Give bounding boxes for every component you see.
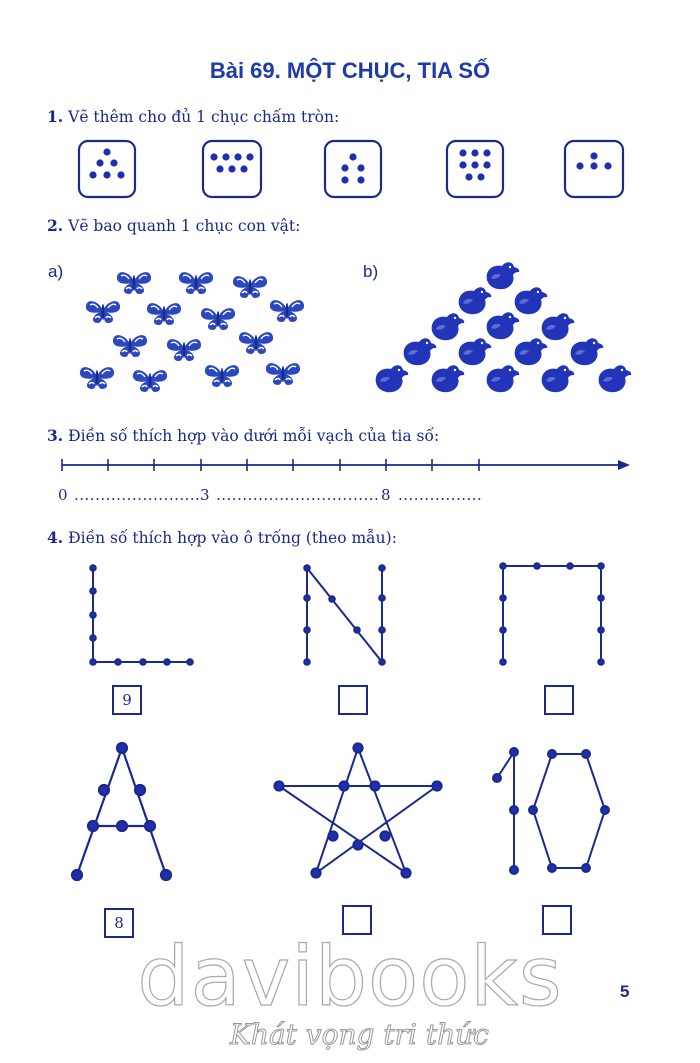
butterfly-group [80,272,304,392]
butterfly [167,339,201,361]
die-dot [96,159,103,166]
die-2[interactable] [203,141,261,197]
butterfly [233,276,267,298]
die-dot [357,176,364,183]
butterfly [113,335,147,357]
die-dot [103,148,110,155]
butterfly [80,367,114,389]
die-dot [234,153,241,160]
exercise-1-text: Vẽ thêm cho đủ 1 chục chấm tròn: [68,108,340,126]
exercise-1-number: 1. [47,107,64,126]
die-dot [89,171,96,178]
die-4[interactable] [447,141,503,197]
die-dot [117,171,124,178]
bird-group [376,262,632,392]
figure-star [274,743,441,877]
exercise-4-text: Điền số thích hợp vào ô trống (theo mẫu): [68,529,397,547]
figure-l [90,565,193,665]
page-title: Bài 69. MỘT CHỤC, TIA SỐ [209,58,491,83]
die-dot [110,159,117,166]
bird [515,338,548,365]
dice-group [79,141,623,197]
butterfly [270,300,304,322]
die-dot [590,152,597,159]
exercise-3-number: 3. [47,426,64,445]
die-dot [471,149,478,156]
number-line-label-3: 3 [200,486,210,504]
butterfly [117,272,151,294]
part-b-label: b) [363,262,379,281]
bird [515,287,548,314]
figure-a [72,743,171,880]
die-5[interactable] [565,141,623,197]
exercise-2-text: Vẽ bao quanh 1 chục con vật: [68,217,301,235]
bird [599,365,632,392]
butterfly [201,308,235,330]
number-line-blank-3-8[interactable]: ............................... [216,486,380,504]
die-dot [349,153,356,160]
die-dot [483,161,490,168]
bird [459,287,492,314]
butterfly [179,272,213,294]
number-line [62,459,630,471]
butterfly [239,332,273,354]
die-dot [483,149,490,156]
bird [487,312,520,339]
butterfly [266,363,300,385]
figure-pi [500,563,604,665]
die-dot [590,162,597,169]
exercise-2-number: 2. [47,216,64,235]
answer-box-a: 8 [104,908,134,938]
bird [542,365,575,392]
die-dot [240,165,247,172]
die-dot [216,165,223,172]
die-dot [459,161,466,168]
die-dot [103,171,110,178]
figure-n [304,565,385,665]
die-dot [246,153,253,160]
bird [404,338,437,365]
bird [571,338,604,365]
figure-ten [493,748,609,874]
die-3[interactable] [325,141,381,197]
butterfly [147,303,181,325]
die-1[interactable] [79,141,135,197]
number-line-blank-0-3[interactable]: ........................ [74,486,201,504]
die-dot [222,153,229,160]
exercise-4-number: 4. [47,528,64,547]
die-dot [477,173,484,180]
die-dot [341,176,348,183]
bird [432,365,465,392]
bird [376,365,409,392]
die-dot [357,164,364,171]
bird [432,313,465,340]
die-dot [210,153,217,160]
die-dot [604,162,611,169]
die-dot [459,149,466,156]
butterfly [86,301,120,323]
exercise-3-text: Điền số thích hợp vào dưới mỗi vạch của tia số: [68,427,440,445]
bird [487,262,520,289]
bird [487,365,520,392]
die-dot [465,173,472,180]
watermark-brand: davibooks [137,930,563,1025]
page-number: 5 [620,982,630,1001]
bird [459,338,492,365]
die-dot [471,161,478,168]
bird [542,313,575,340]
answer-box-l: 9 [112,685,142,715]
die-dot [576,162,583,169]
butterfly [205,365,239,387]
number-line-blank-8-end[interactable]: ................ [398,486,483,504]
number-line-label-8: 8 [381,486,391,504]
butterfly [133,370,167,392]
watermark-slogan: Khát vọng tri thức [230,1018,489,1051]
number-line-label-0: 0 [58,486,68,504]
part-a-label: a) [48,262,64,281]
die-dot [228,165,235,172]
arrow-head-icon [618,460,630,470]
die-dot [341,164,348,171]
